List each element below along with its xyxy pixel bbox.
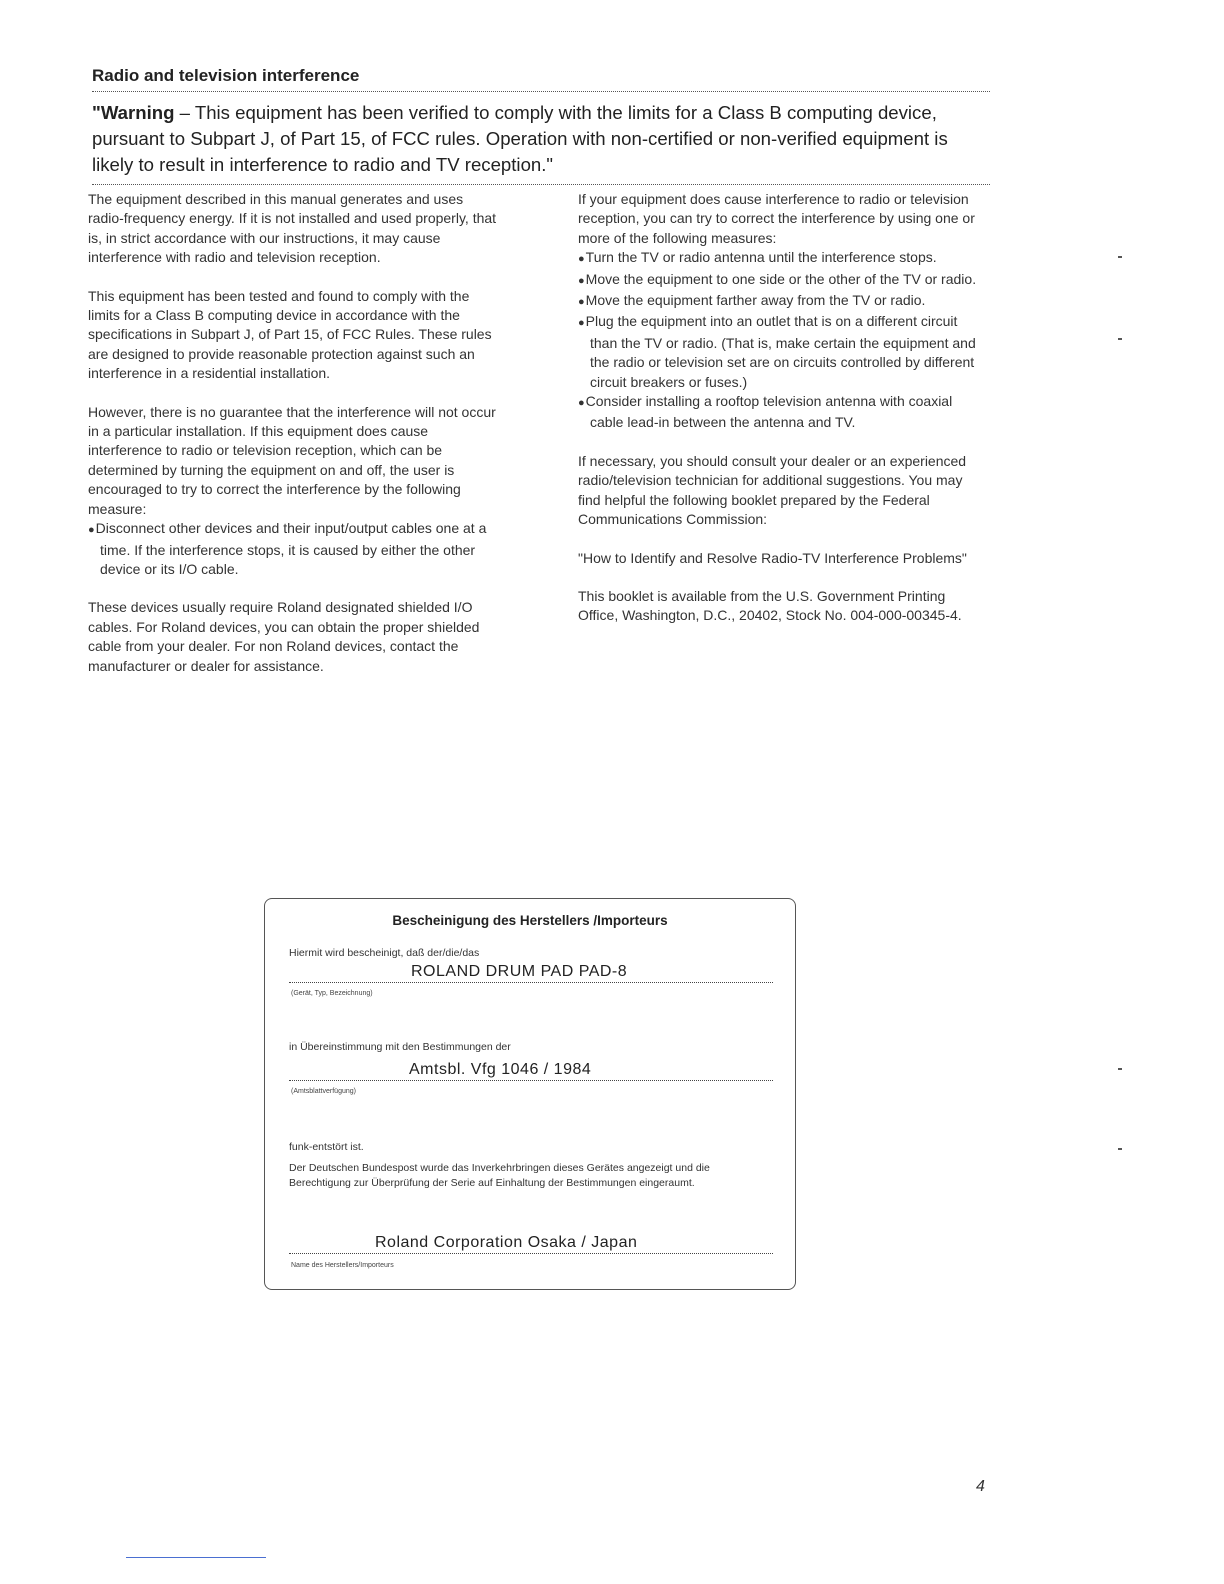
left-paragraph-4: These devices usually require Roland designated shielded I/O cables. For Roland devices, you can obtain the proper shielded cable from your dealer. For non Roland devices, contact the manufacturer or dealer for assistance. — [88, 599, 480, 674]
manufacturer-caption: Name des Herstellers/Importeurs — [291, 1262, 394, 1269]
list-item — [88, 519, 498, 579]
manufacturer-name — [289, 1234, 773, 1254]
section-title: Radio and television interference — [92, 66, 990, 92]
page-number: 4 — [976, 1478, 985, 1495]
manufacturer-name-text: Roland Corporation Osaka / Japan — [375, 1234, 638, 1251]
bullet-text: Move the equipment farther away from the TV or radio. — [585, 292, 926, 309]
left-paragraph-1: The equipment described in this manual generates and uses radio-frequency energy. If it is not installed and used properly, that is, in strict accordance with our instructions, it may cause interference with radio and television reception. — [88, 191, 497, 266]
bullet-icon: ● — [578, 397, 585, 410]
list-item — [578, 312, 988, 392]
bullet-icon: ● — [88, 524, 95, 537]
certificate-compliance: in Übereinstimmung mit den Bestimmungen der — [289, 1041, 511, 1053]
right-bullet-list — [578, 248, 988, 433]
warning-lead: "Warning — [92, 102, 175, 123]
list-item — [578, 291, 988, 312]
certificate-paragraph: Der Deutschen Bundespost wurde das Inverkehrbringen dieses Gerätes angezeigt und die Berechtigung zur Überprüfung der Serie auf Einhaltung der Bestimmungen eingeraumt. — [289, 1162, 710, 1189]
footer-rule — [126, 1557, 266, 1558]
bullet-text: Turn the TV or radio antenna until the interference stops. — [585, 249, 937, 266]
device-name-text: ROLAND DRUM PAD PAD-8 — [411, 963, 628, 980]
bullet-icon: ● — [578, 296, 585, 309]
bullet-text: Disconnect other devices and their input/output cables one at a time. If the interference stops, it is caused by either the other device or its I/O cable. — [95, 520, 487, 577]
scan-mark — [1118, 1148, 1122, 1150]
bullet-text: Move the equipment to one side or the other of the TV or radio. — [585, 270, 977, 287]
scan-mark — [1118, 256, 1122, 258]
right-paragraph-3: "How to Identify and Resolve Radio-TV Interference Problems" — [578, 549, 967, 566]
scan-mark — [1118, 1068, 1122, 1070]
right-column — [578, 190, 988, 645]
device-name — [289, 963, 773, 983]
warning-text: – This equipment has been verified to comply with the limits for a Class B computing device, pursuant to Subpart J, of Part 15, of FCC rules. Operation with non-certified or non-verified equipment is likely to result in interference to radio and TV reception." — [92, 102, 948, 175]
regulation-text: Amtsbl. Vfg 1046 / 1984 — [409, 1061, 592, 1078]
bullet-icon: ● — [578, 274, 585, 287]
list-item — [578, 392, 988, 433]
right-paragraph-1: If your equipment does cause interference to radio or television reception, you can try to correct the interference by using one or more of the following measures: — [578, 191, 975, 246]
left-bullet-list — [88, 519, 498, 579]
scan-mark — [1118, 338, 1122, 340]
left-paragraph-3: However, there is no guarantee that the interference will not occur in a particular installation. If this equipment does cause interference to radio or television reception, which can be determined by turning the equipment on and off, the user is encouraged to try to correct the interference by the following measure: — [88, 403, 496, 517]
list-item — [578, 248, 988, 269]
left-paragraph-2: This equipment has been tested and found to comply with the limits for a Class B computing device in accordance with the specifications in Subpart J, of Part 15, of FCC Rules. These rules are designed to provide reasonable protection against such an interference in a residential installation. — [88, 287, 492, 382]
manufacturer-certificate — [264, 898, 796, 1290]
bullet-text: Plug the equipment into an outlet that is on a different circuit than the TV or radio. (That is, make certain the equipment and the radio or television set are on circuits controlled by different circuit breakers or fuses.) — [585, 313, 976, 390]
list-item — [578, 270, 988, 291]
device-caption: (Gerät, Typ, Bezeichnung) — [291, 990, 373, 997]
certificate-statement: funk-entstört ist. — [289, 1141, 364, 1153]
fcc-warning — [92, 100, 990, 185]
certificate-intro: Hiermit wird bescheinigt, daß der/die/das — [289, 947, 480, 959]
left-column — [88, 190, 498, 695]
bullet-text: Consider installing a rooftop television antenna with coaxial cable lead-in between the antenna and TV. — [585, 393, 953, 431]
regulation-caption: (Amtsblattverfügung) — [291, 1088, 356, 1095]
right-paragraph-4: This booklet is available from the U.S. Government Printing Office, Washington, D.C., 20402, Stock No. 004-000-00345-4. — [578, 587, 962, 624]
bullet-icon: ● — [578, 253, 585, 266]
bullet-icon: ● — [578, 317, 585, 330]
right-paragraph-2: If necessary, you should consult your dealer or an experienced radio/television technician for additional suggestions. You may find helpful the following booklet prepared by the Federal Communications Commission: — [578, 452, 967, 528]
regulation-reference — [289, 1061, 773, 1081]
certificate-title: Bescheinigung des Herstellers /Importeurs — [392, 913, 668, 928]
